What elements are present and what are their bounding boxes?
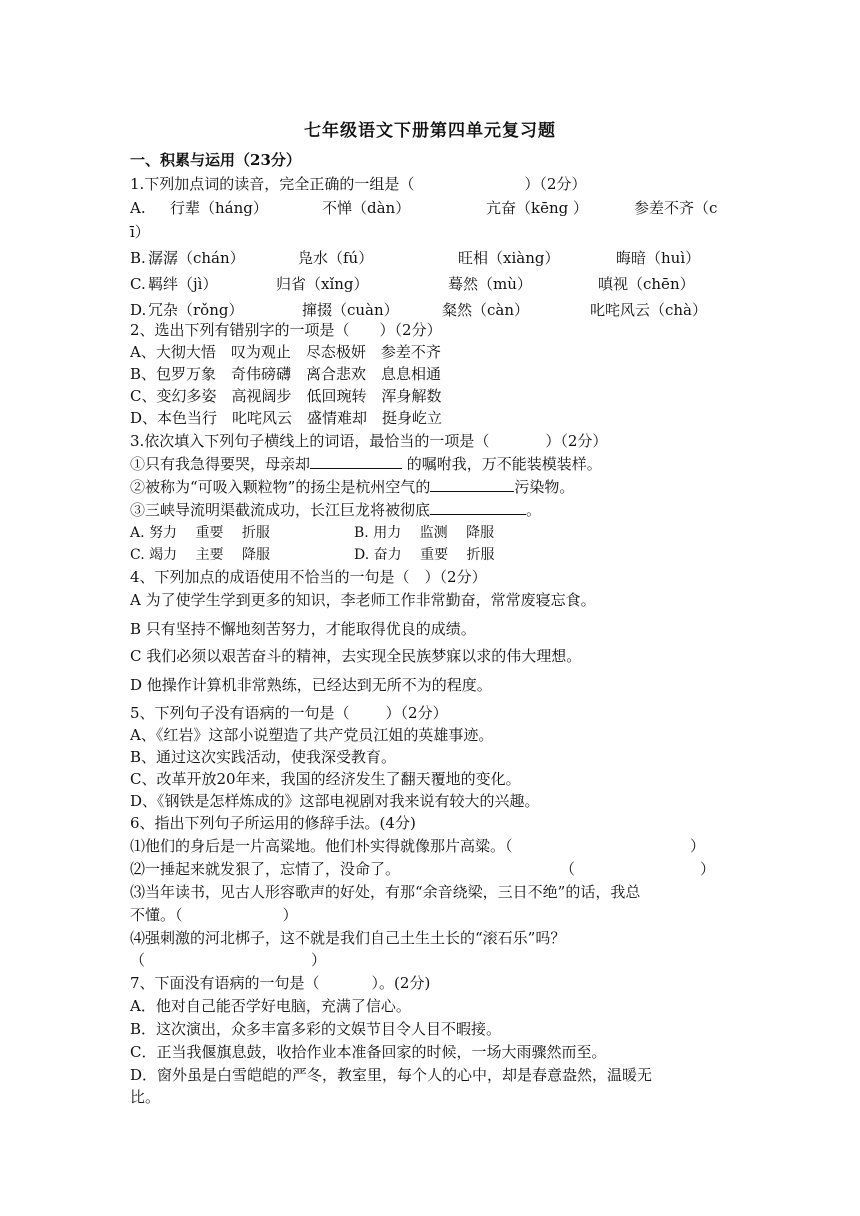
question-4-option-c: C 我们必须以艰苦奋斗的精神，去实现全民族梦寐以求的伟大理想。: [130, 647, 582, 665]
question-1-option-c: C. 羁绊（jì） 归省（xǐng） 蓦然（mù） 嗔视（chēn）: [130, 275, 695, 293]
question-4-option-a: A 为了使学生学到更多的知识，李老师工作非常勤奋，常常废寝忘食。: [130, 591, 596, 609]
question-4-option-b: B 只有坚持不懈地刻苦努力，才能取得优良的成绩。: [130, 620, 476, 638]
question-2-stem: 2、选出下列有错别字的一项是（ ）（2分）: [130, 321, 442, 339]
question-2-option-b: B、包罗万象 奇伟磅礴 离合悲欢 息息相通: [130, 365, 442, 383]
question-6-sentence-4-answer: （ ）: [130, 951, 327, 969]
question-6-sentence-1: ⑴他们的身后是一片高粱地。他们朴实得就像那片高粱。（ ）: [130, 837, 706, 855]
question-5-option-a: A、《红岩》这部小说塑造了共产党员江姐的英雄事迹。: [130, 726, 494, 744]
question-1-option-a-wrap: ī）: [130, 223, 150, 241]
question-7-option-c: C．正当我偃旗息鼓，收拾作业本准备回家的时候，一场大雨骤然而至。: [130, 1043, 607, 1061]
page-title: 七年级语文下册第四单元复习题: [304, 121, 556, 141]
question-1-option-a: A. 行辈（háng） 不惮（dàn） 亢奋（kēng ） 参差不齐（c: [130, 199, 718, 217]
question-3-sentence-2: ②被称为“可吸入颗粒物”的扬尘是杭州空气的 污染物。: [130, 478, 575, 496]
answer-blank[interactable]: [310, 454, 402, 469]
question-5-option-c: C、改革开放20年来，我国的经济发生了翻天覆地的变化。: [130, 770, 521, 788]
answer-blank[interactable]: [430, 477, 514, 492]
question-6-sentence-2: ⑵一捶起来就发狠了，忘情了，没命了。 （ ）: [130, 860, 716, 878]
question-2-option-c: C、变幻多姿 高视阔步 低回琬转 浑身解数: [130, 387, 442, 405]
question-6-stem: 6、指出下列句子所运用的修辞手法。(4分): [130, 814, 416, 832]
question-3-sentence-1: ①只有我急得要哭，母亲却 的嘱咐我，万不能装模装样。: [130, 455, 602, 473]
question-6-sentence-3: ⑶当年读书，见古人形容歌声的好处，有那“余音绕梁，三日不绝”的话，我总: [130, 883, 641, 901]
question-4-stem: 4、下列加点的成语使用不恰当的一句是（ ）（2分）: [130, 568, 487, 586]
question-1-option-b: B. 潺潺（chán） 凫水（fú） 旺相（xiàng） 晦暗（huì）: [130, 249, 701, 267]
question-4-option-d: D 他操作计算机非常熟练，已经达到无所不为的程度。: [130, 676, 492, 694]
question-5-stem: 5、下列句子没有语病的一句是（ ）（2分）: [130, 704, 448, 722]
question-3-options-row-2: C. 竭力 主要 降服 D. 奋力 重要 折服: [130, 547, 495, 563]
question-1-stem: 1.下列加点词的读音，完全正确的一组是（ ）（2分）: [130, 175, 587, 193]
question-7-option-d: D．窗外虽是白雪皑皑的严冬，教室里，每个人的心中，却是春意盎然，温暖无: [130, 1066, 653, 1084]
question-6-sentence-4: ⑷强刺激的河北梆子，这不就是我们自己土生土长的“滚石乐”吗？: [130, 929, 566, 947]
question-5-option-b: B、通过这次实践活动，使我深受教育。: [130, 748, 397, 766]
question-7-stem: 7、下面没有语病的一句是（ ）。(2分): [130, 974, 431, 992]
question-7-option-b: B．这次演出，众多丰富多彩的文娱节目令人目不暇接。: [130, 1020, 502, 1038]
question-5-option-d: D、《钢铁是怎样炼成的》这部电视剧对我来说有较大的兴趣。: [130, 792, 540, 810]
question-6-sentence-3-wrap: 不懂。（ ）: [130, 906, 298, 924]
question-7-option-d-wrap: 比。: [130, 1088, 161, 1106]
section-heading: 一、积累与运用（23分）: [130, 151, 301, 169]
answer-blank[interactable]: [430, 500, 526, 515]
question-7-option-a: A．他对自己能否学好电脑，充满了信心。: [130, 997, 411, 1015]
question-3-sentence-3: ③三峡导流明渠截流成功，长江巨龙将被彻底 。: [130, 501, 542, 519]
question-3-options-row-1: A. 努力 重要 折服 B. 用力 监测 降服: [130, 525, 495, 541]
question-1-option-d: D. 冗杂（rǒng） 撺掇（cuàn） 粲然（càn） 叱咤风云（chà）: [130, 301, 708, 319]
question-2-option-d: D、本色当行 叱咤风云 盛情难却 挺身屹立: [130, 409, 443, 427]
question-2-option-a: A、大彻大悟 叹为观止 尽态极妍 参差不齐: [130, 343, 441, 361]
question-3-stem: 3.依次填入下列句子横线上的词语，最恰当的一项是（ ）（2分）: [130, 432, 608, 450]
